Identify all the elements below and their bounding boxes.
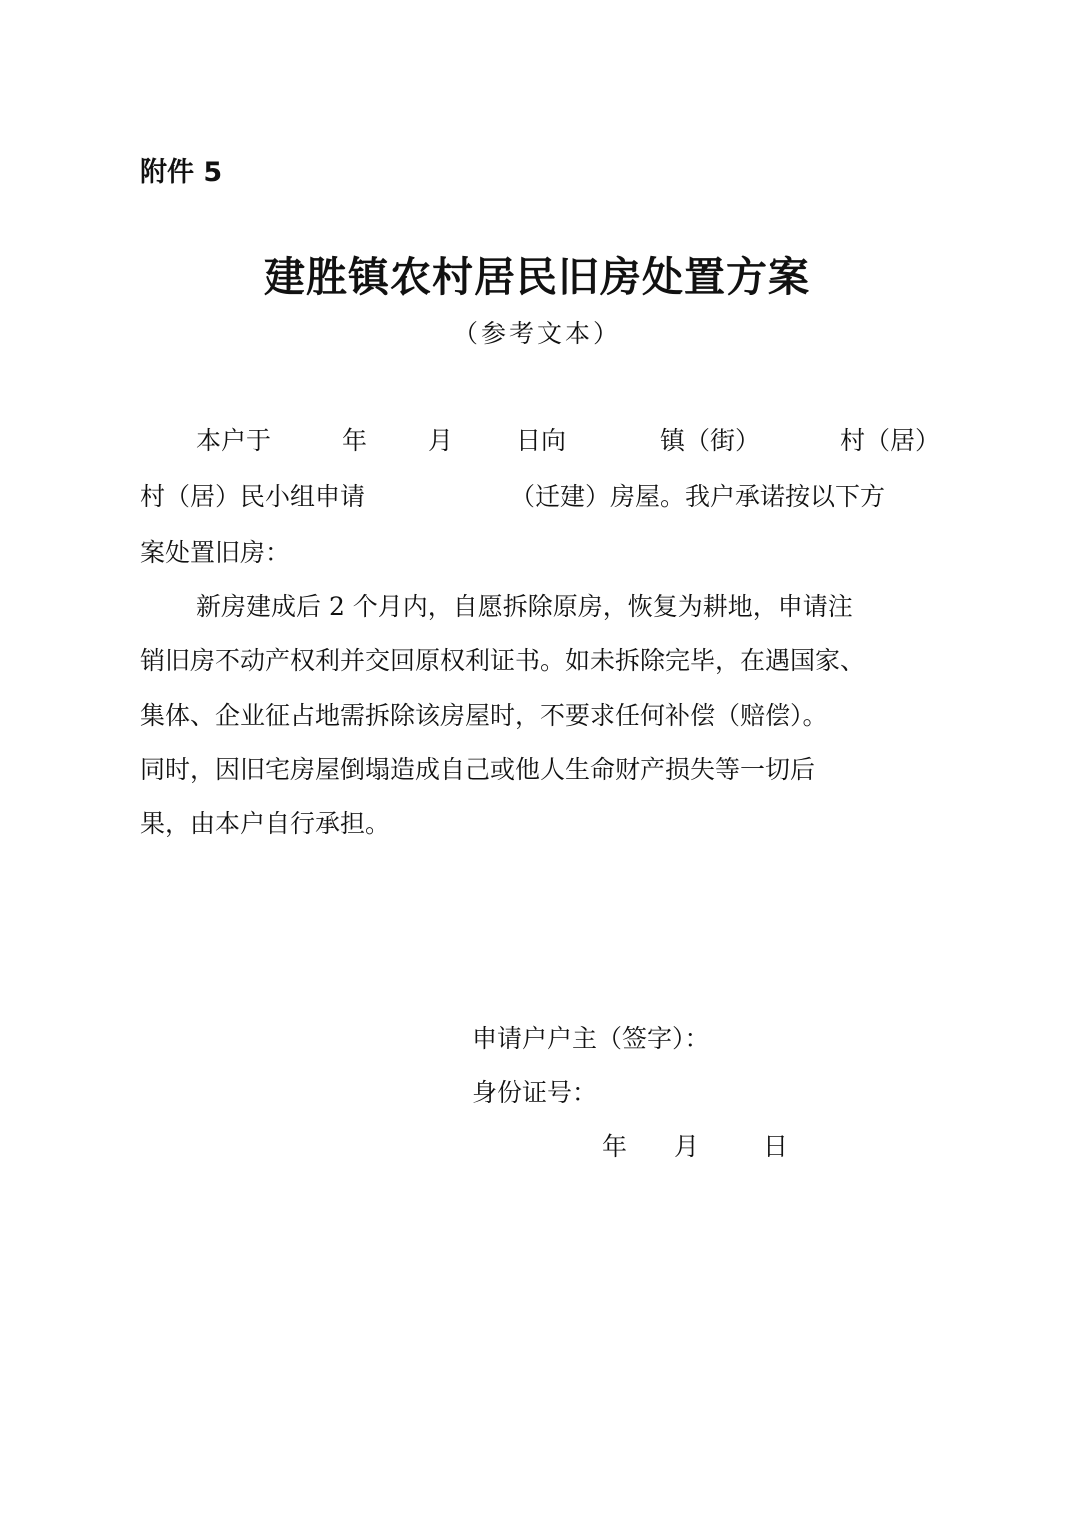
signature-date	[0, 1131, 1074, 1165]
text-month: 月	[428, 426, 454, 455]
id-number-label: 身份证号：	[472, 1078, 598, 1107]
paragraph1-line2	[0, 481, 1074, 515]
attachment-label: 附件 5	[140, 157, 223, 188]
text-household-on: 本户于	[196, 426, 272, 455]
text-group-apply: 村（居）民小组申请	[140, 482, 366, 511]
paragraph2-line1: 新房建成后 2 个月内，自愿拆除原房，恢复为耕地，申请注	[196, 592, 853, 621]
paragraph1-line1	[0, 425, 1074, 459]
text-year: 年	[342, 426, 368, 455]
paragraph2-line3: 集体、企业征占地需拆除该房屋时，不要求任何补偿（赔偿）。	[140, 701, 828, 730]
paragraph1-line3: 案处置旧房：	[140, 538, 291, 567]
text-village-residence: 村（居）	[840, 426, 941, 455]
text-town-street: 镇（街）	[660, 426, 761, 455]
paragraph2-line4: 同时，因旧宅房屋倒塌造成自己或他人生命财产损失等一切后	[140, 755, 816, 784]
date-day: 日	[763, 1132, 789, 1161]
paragraph2-line2: 销旧房不动产权利并交回原权利证书。如未拆除完毕，在遇国家、	[140, 646, 866, 675]
date-month: 月	[674, 1132, 700, 1161]
document-title: 建胜镇农村居民旧房处置方案	[264, 253, 810, 301]
date-year: 年	[602, 1132, 628, 1161]
text-relocation-promise: （迁建）房屋。我户承诺按以下方	[510, 482, 886, 511]
applicant-signature-label: 申请户户主（签字）：	[472, 1024, 710, 1053]
paragraph2-line5: 果，由本户自行承担。	[140, 809, 391, 838]
text-day-to: 日向	[516, 426, 567, 455]
document-subtitle: （参考文本）	[452, 319, 621, 348]
